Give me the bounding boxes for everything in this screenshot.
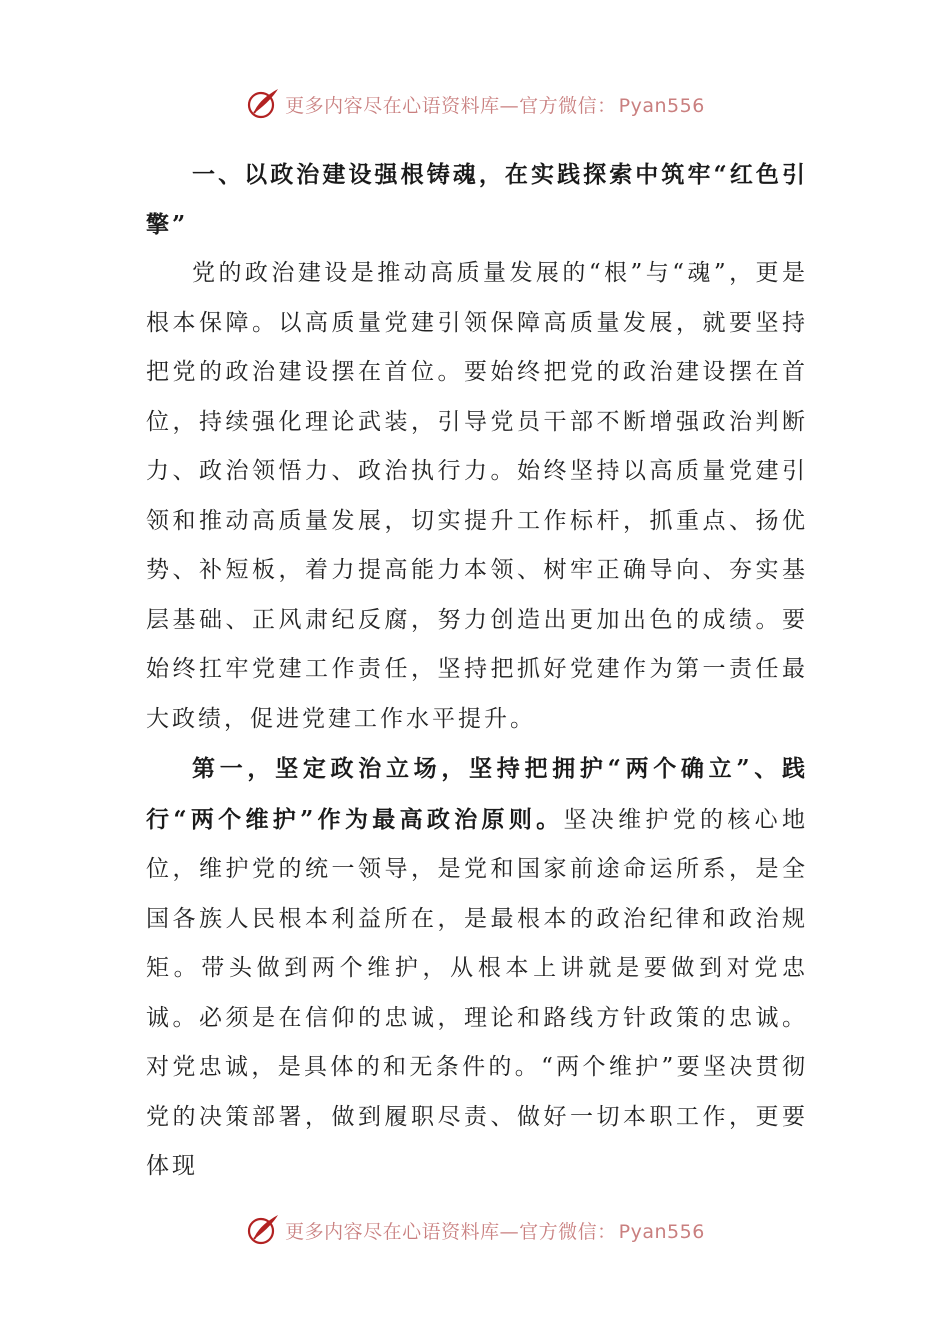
footer-watermark-banner bbox=[0, 1210, 950, 1250]
paragraph-2-body: 坚决维护党的核心地位，维护党的统一领导，是党和国家前途命运所系，是全国各族人民根本利益所在，是最根本的政治纪律和政治规矩。带头做到两个维护，从根本上讲就是要做到对党忠诚。必须是在信仰的忠诚，理论和路线方针政策的忠诚。对党忠诚，是具体的和无条件的。“两个维护”要坚决贯彻党的决策部署，做到履职尽责、做好一切本职工作，更要体现 bbox=[146, 806, 808, 1179]
watermark-text: 更多内容尽在心语资料库—官方微信： Pyan556 bbox=[285, 1220, 705, 1243]
quill-logo-icon bbox=[245, 86, 281, 122]
wechat-id: Pyan556 bbox=[618, 1220, 705, 1243]
paragraph-1: 党的政治建设是推动高质量发展的“根”与“魂”，更是根本保障。以高质量党建引领保障高质量发展，就要坚持把党的政治建设摆在首位。要始终把党的政治建设摆在首位，持续强化理论武装，引导党员干部不断增强政治判断力、政治领悟力、政治执行力。始终坚持以高质量党建引领和推动高质量发展，切实提升工作标杆，抓重点、扬优势、补短板，着力提高能力本领、树牢正确导向、夯实基层基础、正风肃纪反腐，努力创造出更加出色的成绩。要始终扛牢党建工作责任，坚持把抓好党建作为第一责任最大政绩，促进党建工作水平提升。 bbox=[146, 260, 808, 732]
watermark-text: 更多内容尽在心语资料库—官方微信： Pyan556 bbox=[285, 94, 705, 117]
paragraph-2-lead: 第一，坚定政治立场，坚持把拥护“两个确立”、践行“两个维护”作为最高政治原则。 bbox=[146, 755, 808, 833]
wechat-id: Pyan556 bbox=[618, 94, 705, 117]
header-watermark-banner bbox=[0, 84, 950, 124]
paragraph-2 bbox=[146, 744, 808, 1192]
section-heading: 一、以政治建设强根铸魂，在实践探索中筑牢“红色引擎” bbox=[146, 161, 808, 238]
quill-logo-icon bbox=[245, 1212, 281, 1248]
document-body bbox=[146, 150, 808, 1192]
